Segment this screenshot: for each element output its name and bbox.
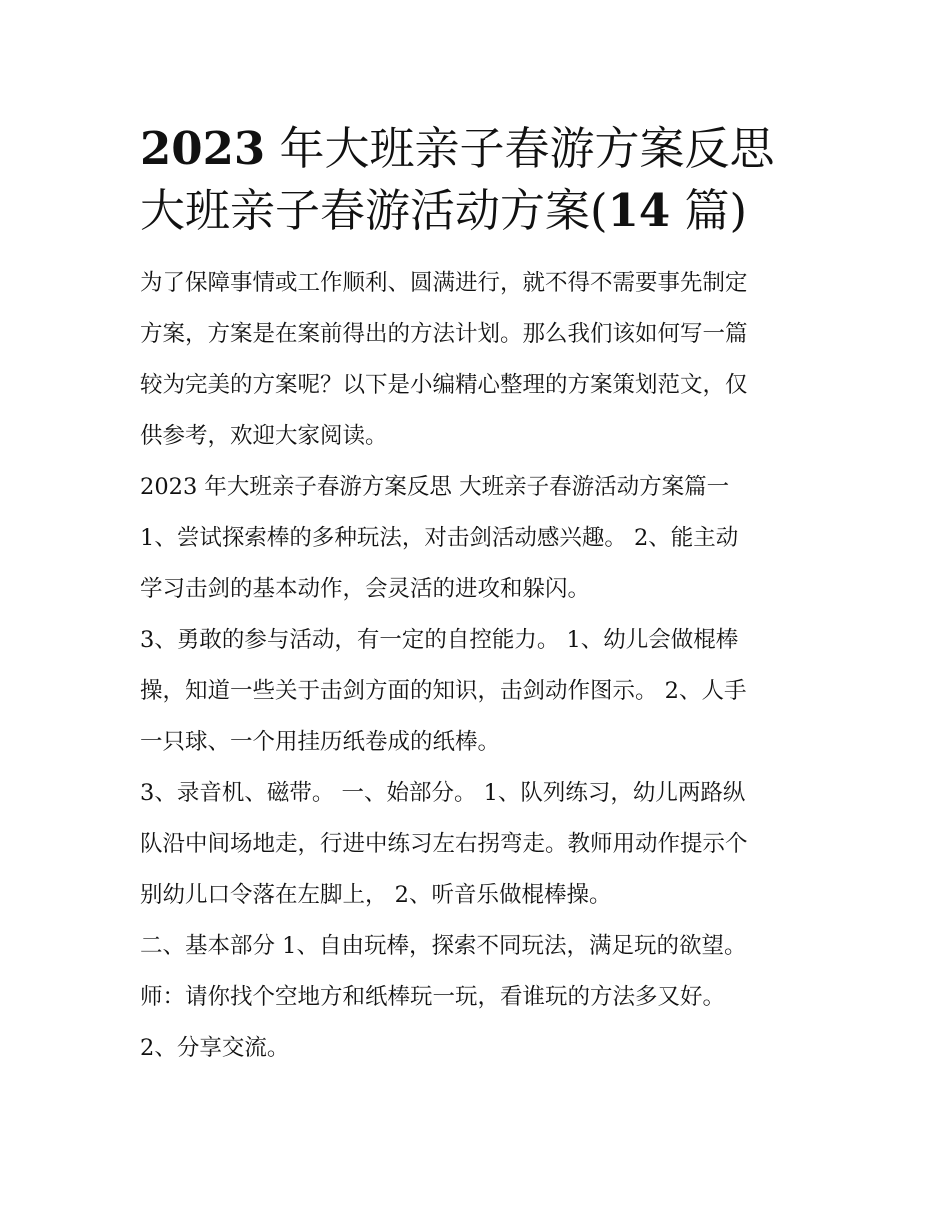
- body-line: 队沿中间场地走，行进中练习左右拐弯走。教师用动作提示个: [140, 831, 748, 857]
- body-line: 操，知道一些关于击剑方面的知识，击剑动作图示。 2、人手: [140, 678, 747, 704]
- body-line: 二、基本部分 1、自由玩棒，探索不同玩法，满足玩的欲望。: [140, 933, 747, 959]
- body-line: 学习击剑的基本动作，会灵活的进攻和躲闪。: [140, 576, 591, 602]
- document-title: [140, 118, 820, 242]
- document-body: [140, 258, 820, 1074]
- body-line: 师：请你找个空地方和纸棒玩一玩，看谁玩的方法多又好。: [140, 984, 726, 1010]
- body-line: 较为完美的方案呢？以下是小编精心整理的方案策划范文，仅: [140, 372, 748, 398]
- body-line: 1、尝试探索棒的多种玩法，对击剑活动感兴趣。 2、能主动: [140, 525, 739, 551]
- title-line-2: 大班亲子春游活动方案(14 篇): [140, 184, 748, 237]
- title-count: 14: [607, 184, 671, 237]
- body-line: 2、分享交流。: [140, 1035, 290, 1061]
- section-heading-line: 2023 年大班亲子春游方案反思 大班亲子春游活动方案篇一: [140, 474, 730, 500]
- title-line-1: 2023 年大班亲子春游方案反思: [140, 122, 775, 175]
- body-line: 为了保障事情或工作顺利、圆满进行，就不得不需要事先制定: [140, 270, 748, 296]
- body-line: 方案，方案是在案前得出的方法计划。那么我们该如何写一篇: [140, 321, 748, 347]
- body-line: 一只球、一个用挂历纸卷成的纸棒。: [140, 729, 501, 755]
- body-line: 供参考，欢迎大家阅读。: [140, 423, 388, 449]
- document-content: [140, 118, 820, 1074]
- body-line: 3、录音机、磁带。 一、始部分。 1、队列练习，幼儿两路纵: [140, 780, 746, 806]
- body-line: 别幼儿口令落在左脚上， 2、听音乐做棍棒操。: [140, 882, 612, 908]
- title-year: 2023: [140, 122, 266, 175]
- body-line: 3、勇敢的参与活动，有一定的自控能力。 1、幼儿会做棍棒: [140, 627, 739, 653]
